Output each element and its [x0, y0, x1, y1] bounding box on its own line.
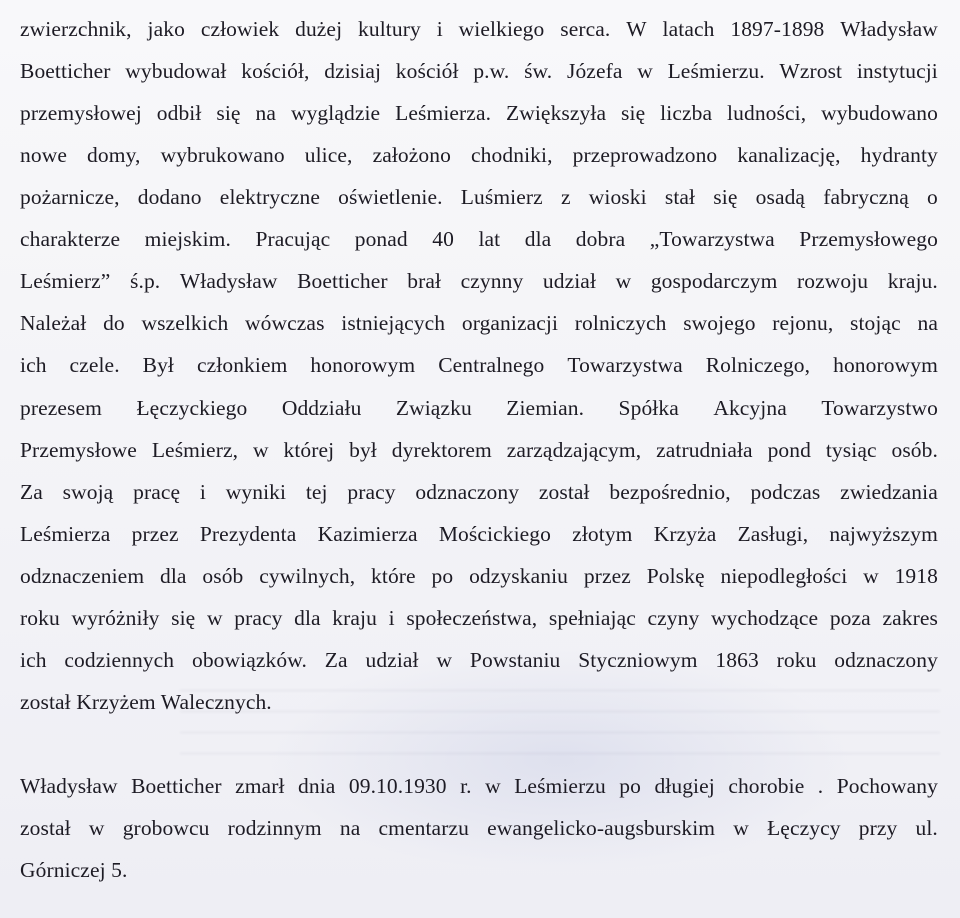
text-line: Władysław Boetticher zmarł dnia 09.10.1930 r. w Leśmierzu po długiej chorobie . Pochowany	[20, 774, 938, 798]
text-line: nowe domy, wybrukowano ulice, założono chodniki, przeprowadzono kanalizację, hydranty	[20, 143, 938, 167]
text-line: Leśmierza przez Prezydenta Kazimierza Mościckiego złotym Krzyża Zasługi, najwyższym	[20, 522, 938, 546]
text-line: Należał do wszelkich wówczas istniejących organizacji rolniczych swojego rejonu, stojąc na	[20, 311, 938, 335]
text-line: odznaczeniem dla osób cywilnych, które po odzyskaniu przez Polskę niepodległości w 1918	[20, 564, 938, 588]
text-line: zwierzchnik, jako człowiek dużej kultury i wielkiego serca. W latach 1897-1898 Władysław	[20, 17, 938, 41]
text-line: Boetticher wybudował kościół, dzisiaj kościół p.w. św. Józefa w Leśmierzu. Wzrost instytucji	[20, 59, 938, 83]
text-line: został w grobowcu rodzinnym na cmentarzu ewangelicko-augsburskim w Łęczycy przy ul.	[20, 816, 938, 840]
show-through-texture	[180, 690, 940, 760]
text-line-last: Górniczej 5.	[20, 858, 128, 882]
text-line: ich codziennych obowiązków. Za udział w Powstaniu Styczniowym 1863 roku odznaczony	[20, 648, 938, 672]
text-line: charakterze miejskim. Pracując ponad 40 lat dla dobra „Towarzystwa Przemysłowego	[20, 227, 938, 251]
text-line: Przemysłowe Leśmierz, w której był dyrektorem zarządzającym, zatrudniała pond tysiąc osób.	[20, 438, 938, 462]
text-line: Leśmierz” ś.p. Władysław Boetticher brał czynny udział w gospodarczym rozwoju kraju.	[20, 269, 938, 293]
text-line: Za swoją pracę i wyniki tej pracy odznaczony został bezpośrednio, podczas zwiedzania	[20, 480, 938, 504]
text-line: pożarnicze, dodano elektryczne oświetlenie. Luśmierz z wioski stał się osadą fabryczną o	[20, 185, 938, 209]
text-line: prezesem Łęczyckiego Oddziału Związku Ziemian. Spółka Akcyjna Towarzystwo	[20, 396, 938, 420]
text-line: ich czele. Był członkiem honorowym Centralnego Towarzystwa Rolniczego, honorowym	[20, 353, 938, 377]
text-line-last: został Krzyżem Walecznych.	[20, 690, 272, 714]
text-line: przemysłowej odbił się na wyglądzie Leśmierza. Zwiększyła się liczba ludności, wybudowano	[20, 101, 938, 125]
text-line: roku wyróżniły się w pracy dla kraju i społeczeństwa, spełniając czyny wychodzące poza zakres	[20, 606, 938, 630]
